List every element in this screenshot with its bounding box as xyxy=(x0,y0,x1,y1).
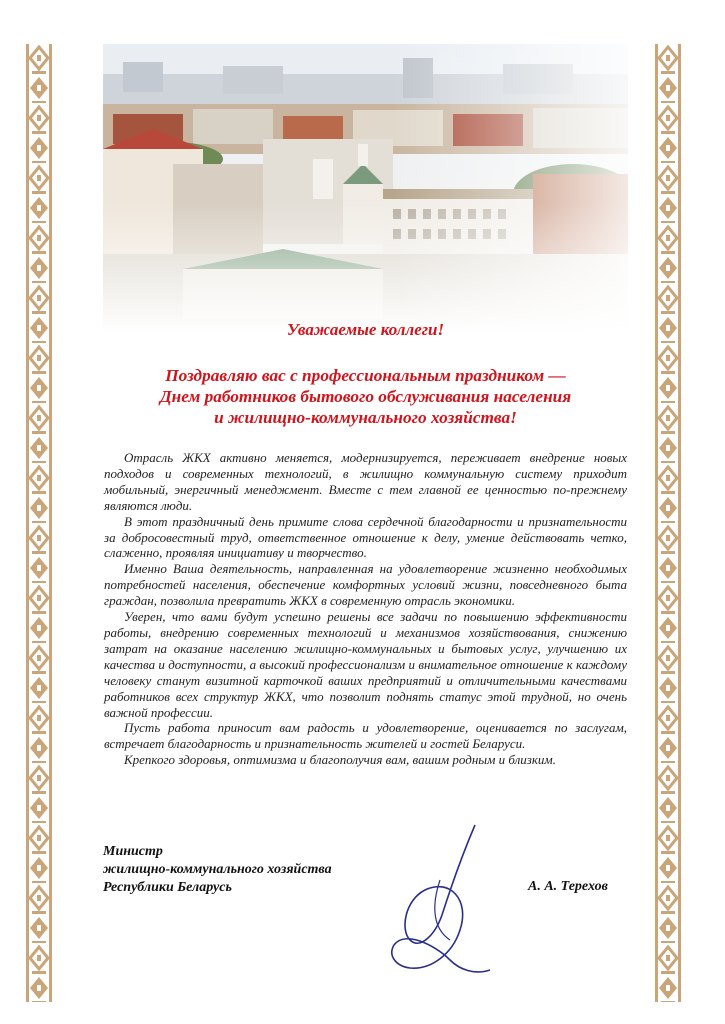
congrats-line-3: и жилищно-коммунального хозяйства! xyxy=(214,408,517,427)
signer-title xyxy=(103,843,332,897)
body-paragraph: Именно Ваша деятельность, направленная на удовлетворение жизненно необходимых потребностей населения, обеспечение комфортных условий жизни, повседневного быта граждан, позволила превратить ЖКХ в современную отрасль экономики. xyxy=(104,561,627,609)
body-paragraph: Крепкого здоровья, оптимизма и благополучия вам, вашим родным и близким. xyxy=(124,752,556,768)
city-panorama-image xyxy=(103,44,628,334)
signer-name: А. А. Терехов xyxy=(528,879,608,894)
congrats-line-1: Поздравляю вас с профессиональным праздником — xyxy=(165,366,566,385)
signer-title-line-2: жилищно-коммунального хозяйства xyxy=(103,862,332,877)
right-ornament-border xyxy=(655,44,681,1002)
salutation-heading: Уважаемые коллеги! xyxy=(286,320,445,339)
handwritten-signature xyxy=(380,820,500,990)
signer-title-line-1: Министр xyxy=(103,844,163,859)
body-paragraph: Уверен, что вами будут успешно решены все задачи по повышению эффективности работы, внедрению современных технологий и механизмов хозяйствования, снижению затрат на оказание населению жилищно-коммунальных и бытовых услуг, улучшению их качества и доступности, а высокий профессионализм и внимательное отношение к каждому человеку станут визитной карточкой ваших предприятий и отличительными качествами работников всех структур ЖКХ, что позволит поднять статус этой трудной, но очень важной профессии. xyxy=(104,609,627,720)
letter-body xyxy=(104,450,627,768)
body-paragraph: Пусть работа приносит вам радость и удовлетворение, оценивается по заслугам, встречает благодарность и признательность жителей и гостей Беларуси. xyxy=(104,720,627,752)
congrats-line-2: Днем работников бытового обслуживания населения xyxy=(159,387,572,406)
body-paragraph: В этот праздничный день примите слова сердечной благодарности и признательности за добросовестный труд, ответственное отношение к делу, умение действовать четко, слаженно, проявляя инициативу и творчество. xyxy=(104,513,627,561)
left-ornament-border xyxy=(26,44,52,1002)
signer-title-line-3: Республики Беларусь xyxy=(103,880,232,895)
body-paragraph: Отрасль ЖКХ активно меняется, модернизируется, переживает внедрение новых подходов и современных технологий, в жилищно коммунальную систему приходит мобильный, энергичный менеджмент. Вместе с тем главной ее ценностью по-прежнему являются люди. xyxy=(104,450,627,513)
congratulation-heading xyxy=(103,365,628,428)
